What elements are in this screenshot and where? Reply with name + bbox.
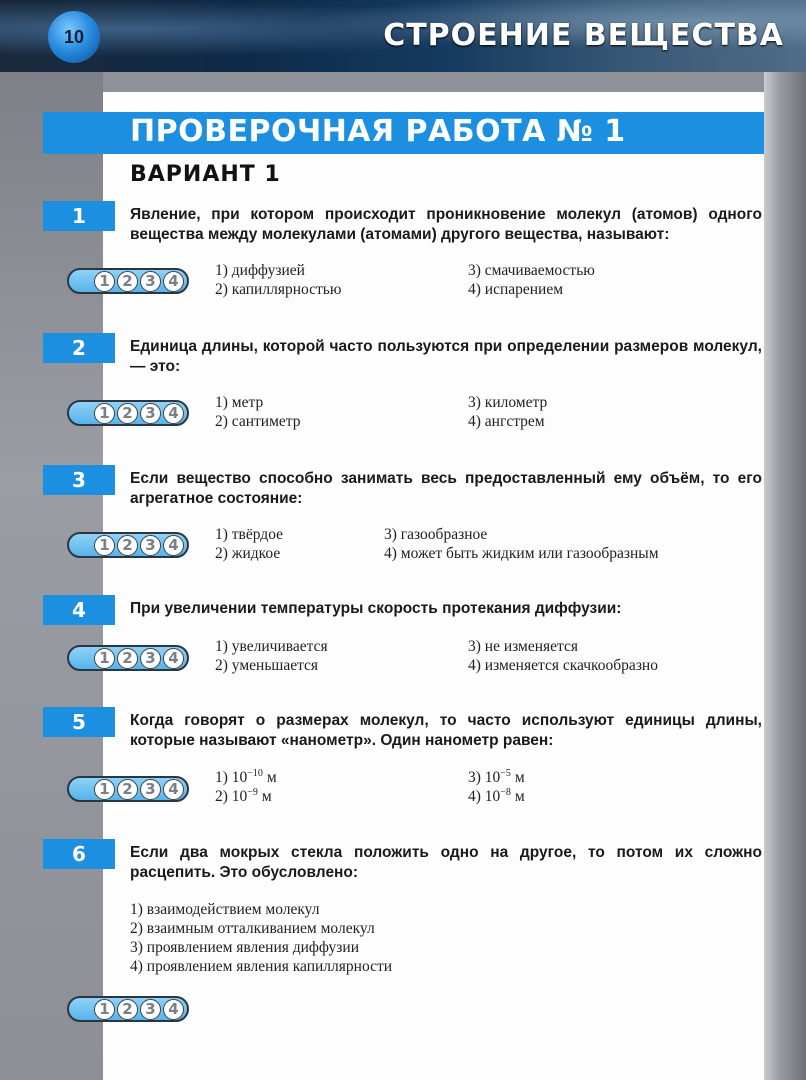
answer-choice-1[interactable]: 1 xyxy=(94,999,115,1020)
test-title: ПРОВЕРОЧНАЯ РАБОТА № 1 xyxy=(130,114,626,149)
option: 4) проявлением явления капиллярности xyxy=(130,958,393,975)
answer-choice-4[interactable]: 4 xyxy=(163,271,184,292)
answer-choice-1[interactable]: 1 xyxy=(94,779,115,800)
question-text-2: Единица длины, которой часто пользуются при определении размеров молекул, — это: xyxy=(130,338,762,375)
options-col-right-4 xyxy=(468,637,658,675)
answer-choice-4[interactable]: 4 xyxy=(163,779,184,800)
option: 4) испарением xyxy=(468,281,564,298)
question-number-6: 6 xyxy=(43,839,115,869)
option: 3) смачиваемостью xyxy=(468,262,595,279)
option: 3) километр xyxy=(468,394,548,411)
option: 3) $10^{-5}$ м xyxy=(468,767,525,786)
option: 4) изменяется скачкообразно xyxy=(468,657,658,674)
option: 4) может быть жидким или газообразным xyxy=(384,545,659,562)
variant-label: ВАРИАНТ 1 xyxy=(130,162,281,187)
answer-choice-4[interactable]: 4 xyxy=(163,403,184,424)
page-number-badge: 10 xyxy=(48,11,100,63)
question-text-1: Явление, при котором происходит проникновение молекул (атомов) одного вещества между молекулами (атомами) другого вещества, называют: xyxy=(130,206,762,243)
option: 2) капиллярностью xyxy=(215,281,342,298)
answer-choice-2[interactable]: 2 xyxy=(117,403,138,424)
answer-choice-4[interactable]: 4 xyxy=(163,999,184,1020)
question-text-5: Когда говорят о размерах молекул, то часто используют единицы длины, которые называют «нанометр». Один нанометр равен: xyxy=(130,712,762,749)
options-col-left-5 xyxy=(215,768,277,806)
option: 1) увеличивается xyxy=(215,638,328,655)
answer-selector-4 xyxy=(67,645,189,671)
answer-choice-2[interactable]: 2 xyxy=(117,648,138,669)
question-text-6: Если два мокрых стекла положить одно на другое, то потом их сложно расцепить. Это обусловлено: xyxy=(130,844,762,881)
option: 1) твёрдое xyxy=(215,526,284,543)
question-number-3: 3 xyxy=(43,465,115,495)
options-col-left-2 xyxy=(215,393,301,431)
answer-selector-6 xyxy=(67,996,189,1022)
answer-choice-1[interactable]: 1 xyxy=(94,271,115,292)
options-col-left-1 xyxy=(215,261,341,299)
answer-choice-3[interactable]: 3 xyxy=(140,403,161,424)
option: 1) $10^{-10}$ м xyxy=(215,767,277,786)
answer-choice-1[interactable]: 1 xyxy=(94,535,115,556)
question-text-4: При увеличении температуры скорость протекания диффузии: xyxy=(130,600,622,617)
option: 2) $10^{-9}$ м xyxy=(215,786,272,805)
answer-selector-3 xyxy=(67,532,189,558)
answer-choice-4[interactable]: 4 xyxy=(163,648,184,669)
answer-choice-3[interactable]: 3 xyxy=(140,779,161,800)
option: 3) газообразное xyxy=(384,526,488,543)
option: 3) не изменяется xyxy=(468,638,578,655)
option: 1) диффузией xyxy=(215,262,305,279)
option: 2) сантиметр xyxy=(215,413,301,430)
options-col-right-1 xyxy=(468,261,595,299)
answer-choice-3[interactable]: 3 xyxy=(140,535,161,556)
option: 1) взаимодействием молекул xyxy=(130,901,320,918)
answer-choice-3[interactable]: 3 xyxy=(140,648,161,669)
answer-choice-2[interactable]: 2 xyxy=(117,271,138,292)
answer-choice-1[interactable]: 1 xyxy=(94,403,115,424)
answer-choice-2[interactable]: 2 xyxy=(117,999,138,1020)
question-number-1: 1 xyxy=(43,201,115,231)
page-header xyxy=(0,0,806,72)
option: 2) взаимным отталкиванием молекул xyxy=(130,920,375,937)
options-col-left-3 xyxy=(215,525,283,563)
options-list-6 xyxy=(130,900,392,976)
option: 4) $10^{-8}$ м xyxy=(468,786,525,805)
option: 2) уменьшается xyxy=(215,657,319,674)
option: 4) ангстрем xyxy=(468,413,545,430)
option: 1) метр xyxy=(215,394,264,411)
options-col-left-4 xyxy=(215,637,328,675)
question-text-3: Если вещество способно занимать весь предоставленный ему объём, то его агрегатное состояние: xyxy=(130,470,762,507)
options-col-right-3 xyxy=(384,525,659,563)
options-col-right-5 xyxy=(468,768,525,806)
answer-choice-3[interactable]: 3 xyxy=(140,999,161,1020)
option: 2) жидкое xyxy=(215,545,281,562)
question-number-5: 5 xyxy=(43,707,115,737)
answer-choice-2[interactable]: 2 xyxy=(117,779,138,800)
question-number-4: 4 xyxy=(43,595,115,625)
answer-choice-4[interactable]: 4 xyxy=(163,535,184,556)
right-page-edge xyxy=(764,72,806,1080)
question-number-2: 2 xyxy=(43,333,115,363)
answer-selector-5 xyxy=(67,776,189,802)
answer-choice-1[interactable]: 1 xyxy=(94,648,115,669)
options-col-right-2 xyxy=(468,393,547,431)
option: 3) проявлением явления диффузии xyxy=(130,939,360,956)
chapter-title: СТРОЕНИЕ ВЕЩЕСТВА xyxy=(383,18,784,53)
answer-choice-3[interactable]: 3 xyxy=(140,271,161,292)
answer-selector-2 xyxy=(67,400,189,426)
answer-choice-2[interactable]: 2 xyxy=(117,535,138,556)
answer-selector-1 xyxy=(67,268,189,294)
